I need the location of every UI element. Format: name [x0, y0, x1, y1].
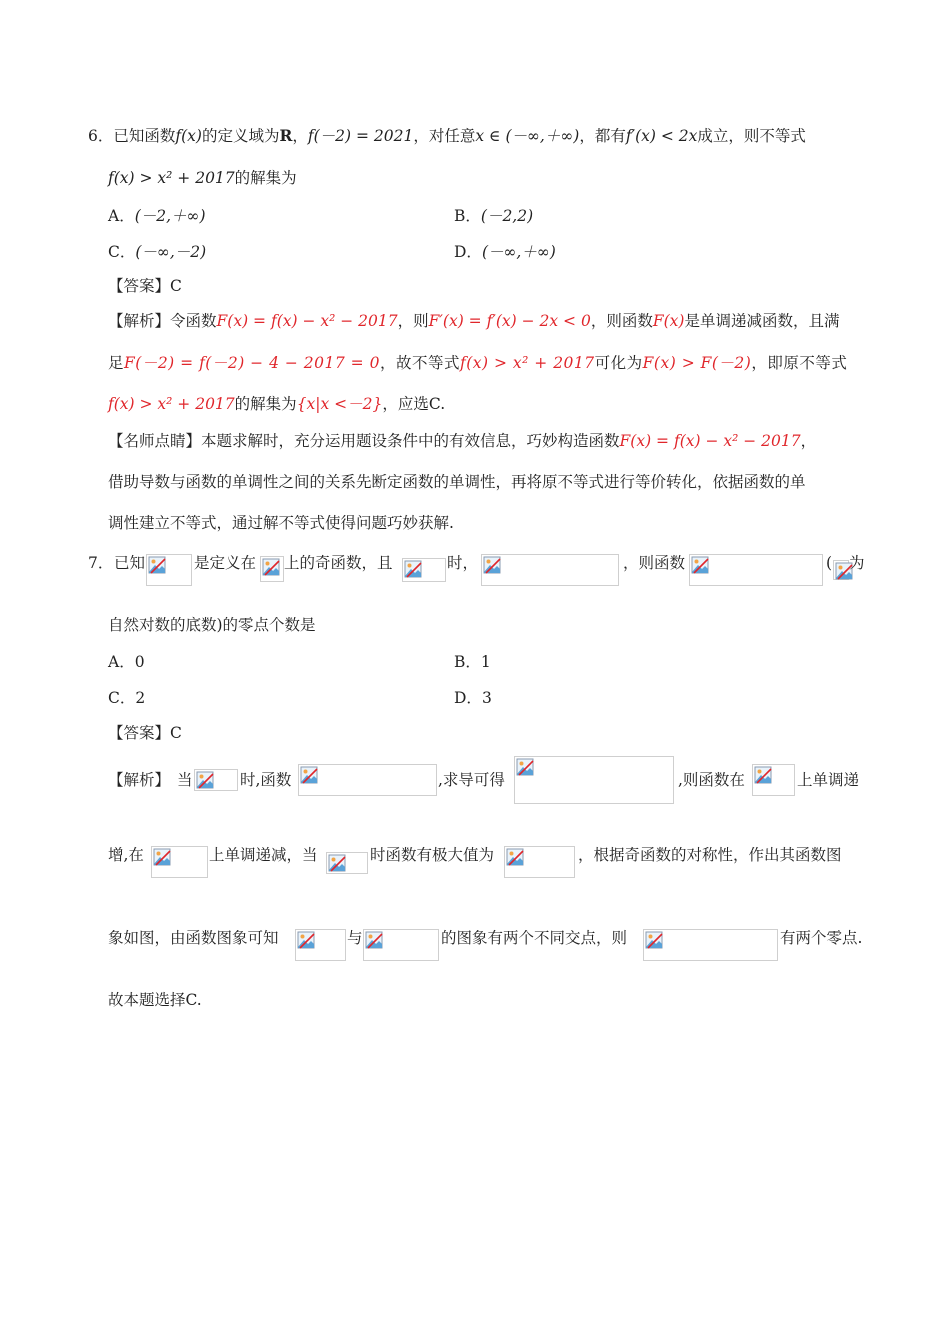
q6-analysis-line1 — [108, 310, 839, 332]
analysis-tag: 【解析】 — [108, 771, 171, 789]
analysis-text: 的解集为 — [234, 395, 297, 413]
option-label: B． — [454, 653, 481, 671]
q6-stem-text: 的解集为 — [234, 169, 297, 187]
analysis-text: ，应选C. — [382, 395, 446, 413]
analysis-text: 可化为 — [594, 354, 643, 372]
q6-inequality: f(x) > x² + 2017 — [108, 169, 235, 187]
option-label: D． — [454, 689, 482, 707]
option-label: A． — [108, 653, 135, 671]
q6-analysis-line2 — [108, 352, 847, 374]
q7-missing-image-fx — [146, 554, 192, 586]
broken-image-icon — [148, 556, 166, 574]
analysis-formula: f(x) > x² + 2017 — [108, 395, 235, 413]
option-label: A． — [108, 207, 135, 225]
q7-text: 是定义在 — [194, 554, 257, 572]
q7-text: 时， — [447, 554, 479, 572]
q7-option-b[interactable] — [454, 650, 491, 672]
q6-tip-line2: 借助导数与函数的单调性之间的关系先断定函数的单调性，再将原不等式进行等价转化，依据函数的单 — [108, 473, 806, 491]
analysis-formula: f(x) > x² + 2017 — [459, 354, 595, 372]
analysis-text: 与 — [347, 929, 363, 947]
option-value: (－∞,＋∞) — [481, 243, 556, 261]
analysis-text: ,则函数在 — [678, 771, 745, 789]
broken-image-icon — [297, 931, 315, 949]
analysis-formula: F(－2) = f(－2) − 4 − 2017 = 0 — [124, 354, 380, 372]
broken-image-icon — [153, 848, 171, 866]
q6-stem-text: 成立，则不等式 — [697, 127, 806, 145]
analysis-text: 象如图，由函数图象可知 — [108, 929, 279, 947]
q7-stem-line2: 自然对数的底数)的零点个数是 — [108, 616, 316, 634]
q6-analysis-line3 — [108, 393, 445, 415]
tip-text: ， — [800, 432, 817, 450]
tip-formula: F(x) = f(x) − x² − 2017 — [619, 432, 801, 450]
option-value: 0 — [134, 653, 145, 671]
q7-missing-image-r — [260, 556, 284, 582]
q6-option-c[interactable] — [108, 240, 206, 262]
q6-option-a[interactable] — [108, 204, 206, 226]
analysis-text: ，则函数 — [590, 312, 653, 330]
q7-text: 已知 — [114, 554, 146, 572]
q7-text: ( — [826, 554, 833, 572]
q7-missing-image — [363, 929, 439, 961]
q6-fx: f(x) — [175, 127, 202, 145]
q6-stem-line2 — [108, 167, 297, 189]
analysis-text: 上单调递 — [797, 771, 860, 789]
option-label: C． — [108, 243, 136, 261]
option-value: (－2,＋∞) — [134, 207, 206, 225]
q7-option-c[interactable] — [108, 686, 145, 708]
analysis-text: 令函数 — [170, 312, 217, 330]
q7-missing-image-expr — [481, 554, 619, 586]
analysis-formula: F(x) — [652, 312, 685, 330]
broken-image-icon — [262, 558, 280, 576]
q7-missing-image — [295, 929, 346, 961]
option-label: D． — [454, 243, 482, 261]
broken-image-icon — [365, 931, 383, 949]
q7-missing-image — [504, 846, 575, 878]
q7-missing-image — [298, 764, 437, 796]
broken-image-icon — [328, 854, 346, 872]
q6-real-set: R — [279, 126, 293, 145]
tip-text: 本题求解时，充分运用题设条件中的有效信息，巧妙构造函数 — [201, 432, 620, 450]
analysis-text: ，根据奇函数的对称性，作出其函数图 — [578, 846, 842, 864]
q7-number: 7． — [88, 554, 114, 572]
q7-missing-image — [643, 929, 778, 961]
q6-stem-line1 — [88, 125, 806, 147]
analysis-text: 足 — [108, 354, 125, 372]
analysis-text: 上单调递减，当 — [209, 846, 318, 864]
broken-image-icon — [196, 771, 214, 789]
option-label: B． — [454, 207, 481, 225]
analysis-text: 是单调递减函数，且满 — [684, 312, 840, 330]
analysis-text: 的图象有两个不同交点，则 — [441, 929, 628, 947]
broken-image-icon — [645, 931, 663, 949]
analysis-formula: F′(x) = f′(x) − 2x < 0 — [428, 312, 591, 330]
q7-text: ，则函数 — [623, 554, 686, 572]
q7-answer: 【答案】C — [108, 724, 182, 742]
q7-text: 上的奇函数，且 — [284, 554, 393, 572]
q6-stem-text: ，对任意 — [413, 127, 476, 145]
q7-option-a[interactable] — [108, 650, 145, 672]
q7-conclusion: 故本题选择C. — [108, 991, 202, 1009]
analysis-text: 当 — [177, 771, 193, 789]
q6-condition-derivative: f′(x) < 2x — [625, 127, 698, 145]
analysis-text: ,求导可得 — [438, 771, 505, 789]
q6-option-b[interactable] — [454, 204, 533, 226]
q6-option-d[interactable] — [454, 240, 556, 262]
option-value: 3 — [481, 689, 492, 707]
option-value: (－∞,－2) — [135, 243, 207, 261]
q7-missing-image-e — [833, 560, 849, 580]
analysis-text: 时函数有极大值为 — [370, 846, 495, 864]
q7-text: 为 — [849, 554, 865, 572]
broken-image-icon — [506, 848, 524, 866]
q6-tip-line1 — [108, 430, 816, 452]
q6-stem-text: 已知函数 — [113, 127, 176, 145]
analysis-tag: 【解析】 — [108, 312, 171, 330]
analysis-text: ，即原不等式 — [751, 354, 848, 372]
analysis-text: 增,在 — [108, 846, 144, 864]
broken-image-icon — [754, 766, 772, 784]
analysis-text: 有两个零点. — [780, 929, 863, 947]
q7-missing-image — [514, 756, 674, 804]
q6-stem-text: 的定义域为 — [201, 127, 280, 145]
analysis-text: ，故不等式 — [379, 354, 460, 372]
tip-tag: 【名师点睛】 — [108, 432, 202, 450]
q7-missing-image — [326, 852, 368, 874]
q6-tip-line3: 调性建立不等式，通过解不等式使得问题巧妙获解. — [108, 514, 454, 532]
q7-missing-image-gx — [689, 554, 823, 586]
broken-image-icon — [404, 560, 422, 578]
q6-stem-text: ， — [292, 127, 308, 145]
option-label: C． — [108, 689, 136, 707]
q6-condition-value: f(－2) = 2021 — [307, 127, 414, 145]
q6-stem-text: ，都有 — [579, 127, 626, 145]
q7-missing-image — [752, 764, 795, 796]
q7-missing-image — [194, 769, 238, 791]
broken-image-icon — [691, 556, 709, 574]
option-value: 1 — [480, 653, 491, 671]
q6-condition-domain: x ∈ (－∞,＋∞) — [475, 127, 580, 145]
analysis-formula: F(x) > F(－2) — [642, 354, 752, 372]
broken-image-icon — [483, 556, 501, 574]
q7-missing-image-cond — [402, 558, 446, 582]
broken-image-icon — [300, 766, 318, 784]
option-value: (－2,2) — [480, 207, 534, 225]
q7-option-d[interactable] — [454, 686, 492, 708]
q6-number: 6． — [88, 127, 114, 145]
analysis-text: ，则 — [397, 312, 429, 330]
option-value: 2 — [135, 689, 146, 707]
q6-answer: 【答案】C — [108, 277, 182, 295]
analysis-formula: {x|x <－2} — [296, 395, 383, 413]
q7-missing-image — [151, 846, 208, 878]
analysis-text: 时,函数 — [240, 771, 292, 789]
analysis-formula: F(x) = f(x) − x² − 2017 — [216, 312, 398, 330]
broken-image-icon — [516, 758, 534, 776]
